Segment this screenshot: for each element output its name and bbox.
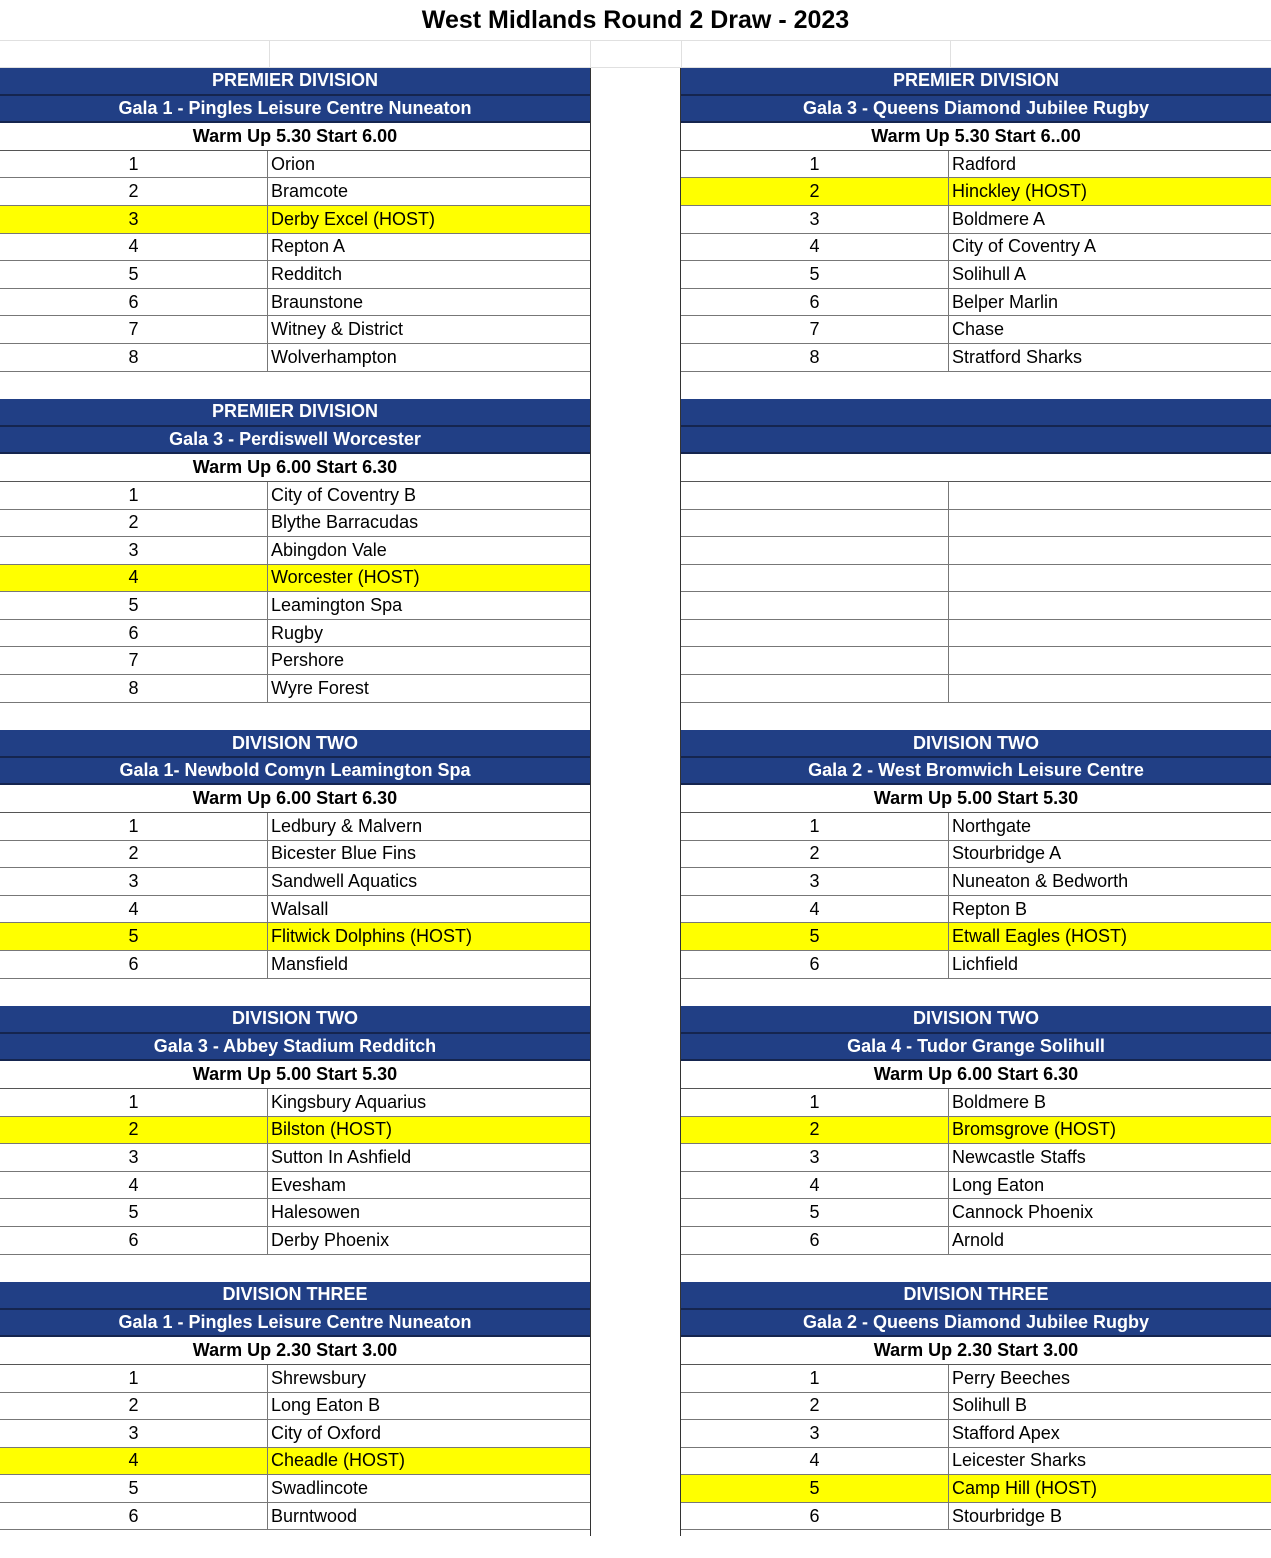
team-name: Blythe Barracudas (271, 512, 419, 533)
team-name: Boldmere B (952, 1091, 1047, 1112)
team-name: Radford (952, 153, 1017, 174)
lane-number: 7 (681, 316, 949, 343)
team-name: Stafford Apex (952, 1422, 1060, 1443)
division-header: DIVISION TWO (681, 730, 1271, 758)
table-row (681, 868, 1271, 896)
lane-number: 2 (0, 178, 268, 205)
table-row (681, 923, 1271, 951)
team-name: Rugby (271, 622, 324, 643)
lane-number: 5 (0, 1475, 268, 1502)
lane-number: 4 (681, 1448, 949, 1475)
section-spacer (0, 1255, 590, 1283)
table-row (681, 813, 1271, 841)
table-row (681, 1503, 1271, 1531)
lane-number: 4 (0, 896, 268, 923)
gridline (590, 41, 591, 68)
lane-number: 5 (681, 261, 949, 288)
lane-number: 6 (0, 289, 268, 316)
gala-times: Warm Up 5.30 Start 6.00 (0, 123, 590, 151)
lane-number: 1 (0, 1365, 268, 1392)
team-name: Northgate (952, 815, 1032, 836)
table-row (681, 1365, 1271, 1393)
team-name: Nuneaton & Bedworth (952, 871, 1129, 892)
lane-number (681, 565, 949, 592)
lane-number: 3 (681, 868, 949, 895)
gala-section (681, 1282, 1271, 1558)
table-row (681, 647, 1271, 675)
team-name: Belper Marlin (952, 291, 1059, 312)
lane-number: 1 (681, 1365, 949, 1392)
team-name: Solihull B (952, 1395, 1028, 1416)
table-row (0, 592, 590, 620)
team-name (949, 647, 1271, 674)
lane-number: 7 (0, 647, 268, 674)
team-name: Lichfield (952, 953, 1019, 974)
team-name: Stourbridge B (952, 1505, 1063, 1526)
team-name: Witney & District (271, 319, 404, 340)
team-name: Walsall (271, 898, 329, 919)
team-name: Leamington Spa (271, 595, 403, 616)
gala-section (681, 1006, 1271, 1282)
table-row (681, 565, 1271, 593)
lane-number (681, 482, 949, 509)
lane-number: 3 (0, 868, 268, 895)
gridline (681, 41, 682, 68)
table-row (0, 647, 590, 675)
division-header (681, 399, 1271, 427)
table-row (681, 482, 1271, 510)
lane-number: 7 (0, 316, 268, 343)
table-row (0, 1365, 590, 1393)
gridline (269, 41, 270, 68)
lane-number: 6 (0, 1227, 268, 1254)
team-name: Repton A (271, 236, 346, 257)
section-spacer (681, 1530, 1271, 1558)
section-spacer (0, 703, 590, 731)
team-name: Stratford Sharks (952, 346, 1083, 367)
team-name: Sandwell Aquatics (271, 871, 418, 892)
table-row (0, 289, 590, 317)
table-row (681, 151, 1271, 179)
gala-section (0, 1006, 590, 1282)
team-name: Braunstone (271, 291, 364, 312)
lane-number: 2 (0, 510, 268, 537)
table-row (0, 1117, 590, 1145)
section-spacer (681, 1255, 1271, 1283)
team-name: Flitwick Dolphins (HOST) (271, 926, 473, 947)
gala-section (0, 68, 590, 399)
lane-number: 6 (0, 620, 268, 647)
lane-number (681, 510, 949, 537)
table-row (681, 675, 1271, 703)
table-row (681, 592, 1271, 620)
lane-number: 1 (0, 813, 268, 840)
table-row (0, 1448, 590, 1476)
team-name (949, 620, 1271, 647)
gala-venue-header: Gala 1 - Pingles Leisure Centre Nuneaton (0, 1310, 590, 1338)
table-row (0, 1144, 590, 1172)
team-name: Etwall Eagles (HOST) (952, 926, 1128, 947)
lane-number: 4 (681, 1172, 949, 1199)
table-row (681, 178, 1271, 206)
team-name: Bilston (HOST) (271, 1119, 393, 1140)
gala-venue-header: Gala 3 - Perdiswell Worcester (0, 427, 590, 455)
gala-section (681, 68, 1271, 399)
table-row (681, 1117, 1271, 1145)
table-row (0, 923, 590, 951)
gala-venue-header: Gala 1- Newbold Comyn Leamington Spa (0, 758, 590, 786)
team-name: Kingsbury Aquarius (271, 1091, 427, 1112)
team-name: Perry Beeches (952, 1367, 1071, 1388)
team-name: Repton B (952, 898, 1028, 919)
team-name: Newcastle Staffs (952, 1146, 1086, 1167)
division-header: DIVISION THREE (0, 1282, 590, 1310)
team-name: Bicester Blue Fins (271, 843, 417, 864)
empty-grid-row (0, 41, 1271, 68)
table-row (0, 537, 590, 565)
team-name: Burntwood (271, 1505, 358, 1526)
lane-number: 6 (681, 289, 949, 316)
table-row (681, 620, 1271, 648)
team-name: Mansfield (271, 953, 349, 974)
table-row (0, 151, 590, 179)
table-row (0, 1503, 590, 1531)
lane-number: 3 (0, 537, 268, 564)
team-name: Bramcote (271, 181, 349, 202)
gala-section (681, 730, 1271, 1006)
lane-number: 6 (0, 1503, 268, 1530)
table-row (681, 841, 1271, 869)
team-name: Sutton In Ashfield (271, 1146, 412, 1167)
team-name: Bromsgrove (HOST) (952, 1119, 1117, 1140)
table-row (0, 813, 590, 841)
lane-number: 2 (681, 841, 949, 868)
table-row (0, 951, 590, 979)
gala-times (681, 454, 1271, 482)
team-name: City of Oxford (271, 1422, 382, 1443)
team-name: Ledbury & Malvern (271, 815, 423, 836)
lane-number: 4 (0, 234, 268, 261)
gala-section (681, 399, 1271, 730)
team-name: Camp Hill (HOST) (952, 1478, 1098, 1499)
lane-number: 5 (0, 923, 268, 950)
team-name: Boldmere A (952, 208, 1046, 229)
section-spacer (0, 372, 590, 400)
table-row (681, 537, 1271, 565)
table-row (0, 896, 590, 924)
team-name: Solihull A (952, 263, 1027, 284)
team-name: Evesham (271, 1174, 347, 1195)
team-name: City of Coventry A (952, 236, 1097, 257)
team-name: Orion (271, 153, 316, 174)
gala-section (0, 1282, 590, 1558)
lane-number: 5 (0, 592, 268, 619)
table-row (0, 1227, 590, 1255)
lane-number: 8 (681, 344, 949, 371)
table-row (681, 344, 1271, 372)
gala-venue-header: Gala 1 - Pingles Leisure Centre Nuneaton (0, 96, 590, 124)
lane-number: 4 (0, 1448, 268, 1475)
section-spacer (681, 372, 1271, 400)
table-row (681, 1172, 1271, 1200)
table-row (0, 1475, 590, 1503)
lane-number: 2 (681, 178, 949, 205)
gala-times: Warm Up 6.00 Start 6.30 (681, 1061, 1271, 1089)
table-row (0, 178, 590, 206)
gala-times: Warm Up 2.30 Start 3.00 (681, 1337, 1271, 1365)
table-row (0, 1089, 590, 1117)
lane-number: 1 (681, 1089, 949, 1116)
team-name: Long Eaton (952, 1174, 1045, 1195)
team-name: Chase (952, 319, 1005, 340)
lane-number: 3 (681, 206, 949, 233)
gala-times: Warm Up 6.00 Start 6.30 (0, 785, 590, 813)
lane-number: 2 (0, 1393, 268, 1420)
team-name: Worcester (HOST) (271, 567, 420, 588)
team-name: Arnold (952, 1229, 1005, 1250)
table-row (681, 234, 1271, 262)
team-name (949, 592, 1271, 619)
section-spacer (0, 979, 590, 1007)
lane-number: 4 (0, 1172, 268, 1199)
lane-number: 6 (0, 951, 268, 978)
table-row (681, 1393, 1271, 1421)
lane-number: 2 (681, 1117, 949, 1144)
table-row (0, 261, 590, 289)
lane-number: 4 (0, 565, 268, 592)
table-row (0, 565, 590, 593)
lane-number: 4 (681, 234, 949, 261)
table-row (681, 1227, 1271, 1255)
lane-number: 6 (681, 1227, 949, 1254)
division-header: DIVISION TWO (0, 1006, 590, 1034)
gala-times: Warm Up 5.00 Start 5.30 (0, 1061, 590, 1089)
table-row (681, 1475, 1271, 1503)
lane-number: 1 (681, 813, 949, 840)
gala-venue-header (681, 427, 1271, 455)
lane-number: 1 (0, 151, 268, 178)
team-name: City of Coventry B (271, 484, 417, 505)
section-spacer (681, 703, 1271, 731)
lane-number: 3 (681, 1420, 949, 1447)
gala-venue-header: Gala 4 - Tudor Grange Solihull (681, 1034, 1271, 1062)
lane-number: 1 (0, 482, 268, 509)
team-name (949, 675, 1271, 702)
table-row (0, 234, 590, 262)
table-row (0, 1199, 590, 1227)
table-row (681, 1420, 1271, 1448)
lane-number: 6 (681, 1503, 949, 1530)
division-header: PREMIER DIVISION (681, 68, 1271, 96)
table-row (0, 482, 590, 510)
table-row (0, 344, 590, 372)
division-header: DIVISION TWO (0, 730, 590, 758)
gala-venue-header: Gala 3 - Queens Diamond Jubilee Rugby (681, 96, 1271, 124)
table-row (681, 316, 1271, 344)
table-row (0, 675, 590, 703)
left-draw-column (0, 68, 590, 1558)
table-row (681, 1144, 1271, 1172)
page-title: West Midlands Round 2 Draw - 2023 (0, 0, 1271, 41)
lane-number: 3 (0, 1420, 268, 1447)
lane-number: 2 (0, 1117, 268, 1144)
team-name: Pershore (271, 650, 345, 671)
gala-times: Warm Up 5.00 Start 5.30 (681, 785, 1271, 813)
table-row (681, 1199, 1271, 1227)
lane-number: 4 (681, 896, 949, 923)
table-row (0, 1172, 590, 1200)
team-name: Derby Excel (HOST) (271, 208, 436, 229)
lane-number: 5 (681, 1199, 949, 1226)
lane-number: 5 (681, 923, 949, 950)
table-row (681, 510, 1271, 538)
gala-times: Warm Up 2.30 Start 3.00 (0, 1337, 590, 1365)
gala-section (0, 730, 590, 1006)
table-row (0, 1393, 590, 1421)
lane-number (681, 675, 949, 702)
team-name: Stourbridge A (952, 843, 1062, 864)
section-spacer (681, 979, 1271, 1007)
lane-number (681, 592, 949, 619)
lane-number: 3 (681, 1144, 949, 1171)
gala-venue-header: Gala 2 - West Bromwich Leisure Centre (681, 758, 1271, 786)
team-name: Halesowen (271, 1202, 361, 1223)
lane-number: 8 (0, 675, 268, 702)
lane-number: 5 (681, 1475, 949, 1502)
team-name (949, 482, 1271, 509)
table-row (681, 896, 1271, 924)
team-name: Cannock Phoenix (952, 1202, 1094, 1223)
division-header: DIVISION THREE (681, 1282, 1271, 1310)
lane-number: 8 (0, 344, 268, 371)
lane-number: 5 (0, 1199, 268, 1226)
column-gap (590, 68, 681, 1536)
lane-number (681, 620, 949, 647)
table-row (681, 1089, 1271, 1117)
section-spacer (0, 1530, 590, 1558)
table-row (681, 206, 1271, 234)
gridline (950, 41, 951, 68)
team-name: Cheadle (HOST) (271, 1450, 406, 1471)
lane-number: 2 (0, 841, 268, 868)
team-name (949, 537, 1271, 564)
gala-times: Warm Up 5.30 Start 6..00 (681, 123, 1271, 151)
table-row (0, 620, 590, 648)
gala-venue-header: Gala 3 - Abbey Stadium Redditch (0, 1034, 590, 1062)
lane-number: 2 (681, 1393, 949, 1420)
team-name: Wolverhampton (271, 346, 397, 367)
table-row (681, 951, 1271, 979)
table-row (0, 841, 590, 869)
lane-number: 5 (0, 261, 268, 288)
team-name: Hinckley (HOST) (952, 181, 1088, 202)
table-row (0, 316, 590, 344)
lane-number: 6 (681, 951, 949, 978)
table-row (681, 289, 1271, 317)
lane-number: 3 (0, 1144, 268, 1171)
table-row (0, 510, 590, 538)
team-name: Redditch (271, 263, 343, 284)
team-name: Wyre Forest (271, 677, 369, 698)
team-name: Shrewsbury (271, 1367, 367, 1388)
lane-number: 1 (0, 1089, 268, 1116)
division-header: DIVISION TWO (681, 1006, 1271, 1034)
lane-number (681, 647, 949, 674)
lane-number: 1 (681, 151, 949, 178)
lane-number (681, 537, 949, 564)
gala-times: Warm Up 6.00 Start 6.30 (0, 454, 590, 482)
team-name (949, 510, 1271, 537)
team-name: Swadlincote (271, 1478, 369, 1499)
team-name: Derby Phoenix (271, 1229, 390, 1250)
gala-venue-header: Gala 2 - Queens Diamond Jubilee Rugby (681, 1310, 1271, 1338)
team-name: Long Eaton B (271, 1395, 381, 1416)
table-row (681, 1448, 1271, 1476)
lane-number: 3 (0, 206, 268, 233)
division-header: PREMIER DIVISION (0, 399, 590, 427)
gala-section (0, 399, 590, 730)
table-row (0, 206, 590, 234)
right-draw-column (681, 68, 1271, 1558)
division-header: PREMIER DIVISION (0, 68, 590, 96)
table-row (0, 868, 590, 896)
table-row (0, 1420, 590, 1448)
team-name (949, 565, 1271, 592)
team-name: Abingdon Vale (271, 539, 387, 560)
team-name: Leicester Sharks (952, 1450, 1087, 1471)
table-row (681, 261, 1271, 289)
